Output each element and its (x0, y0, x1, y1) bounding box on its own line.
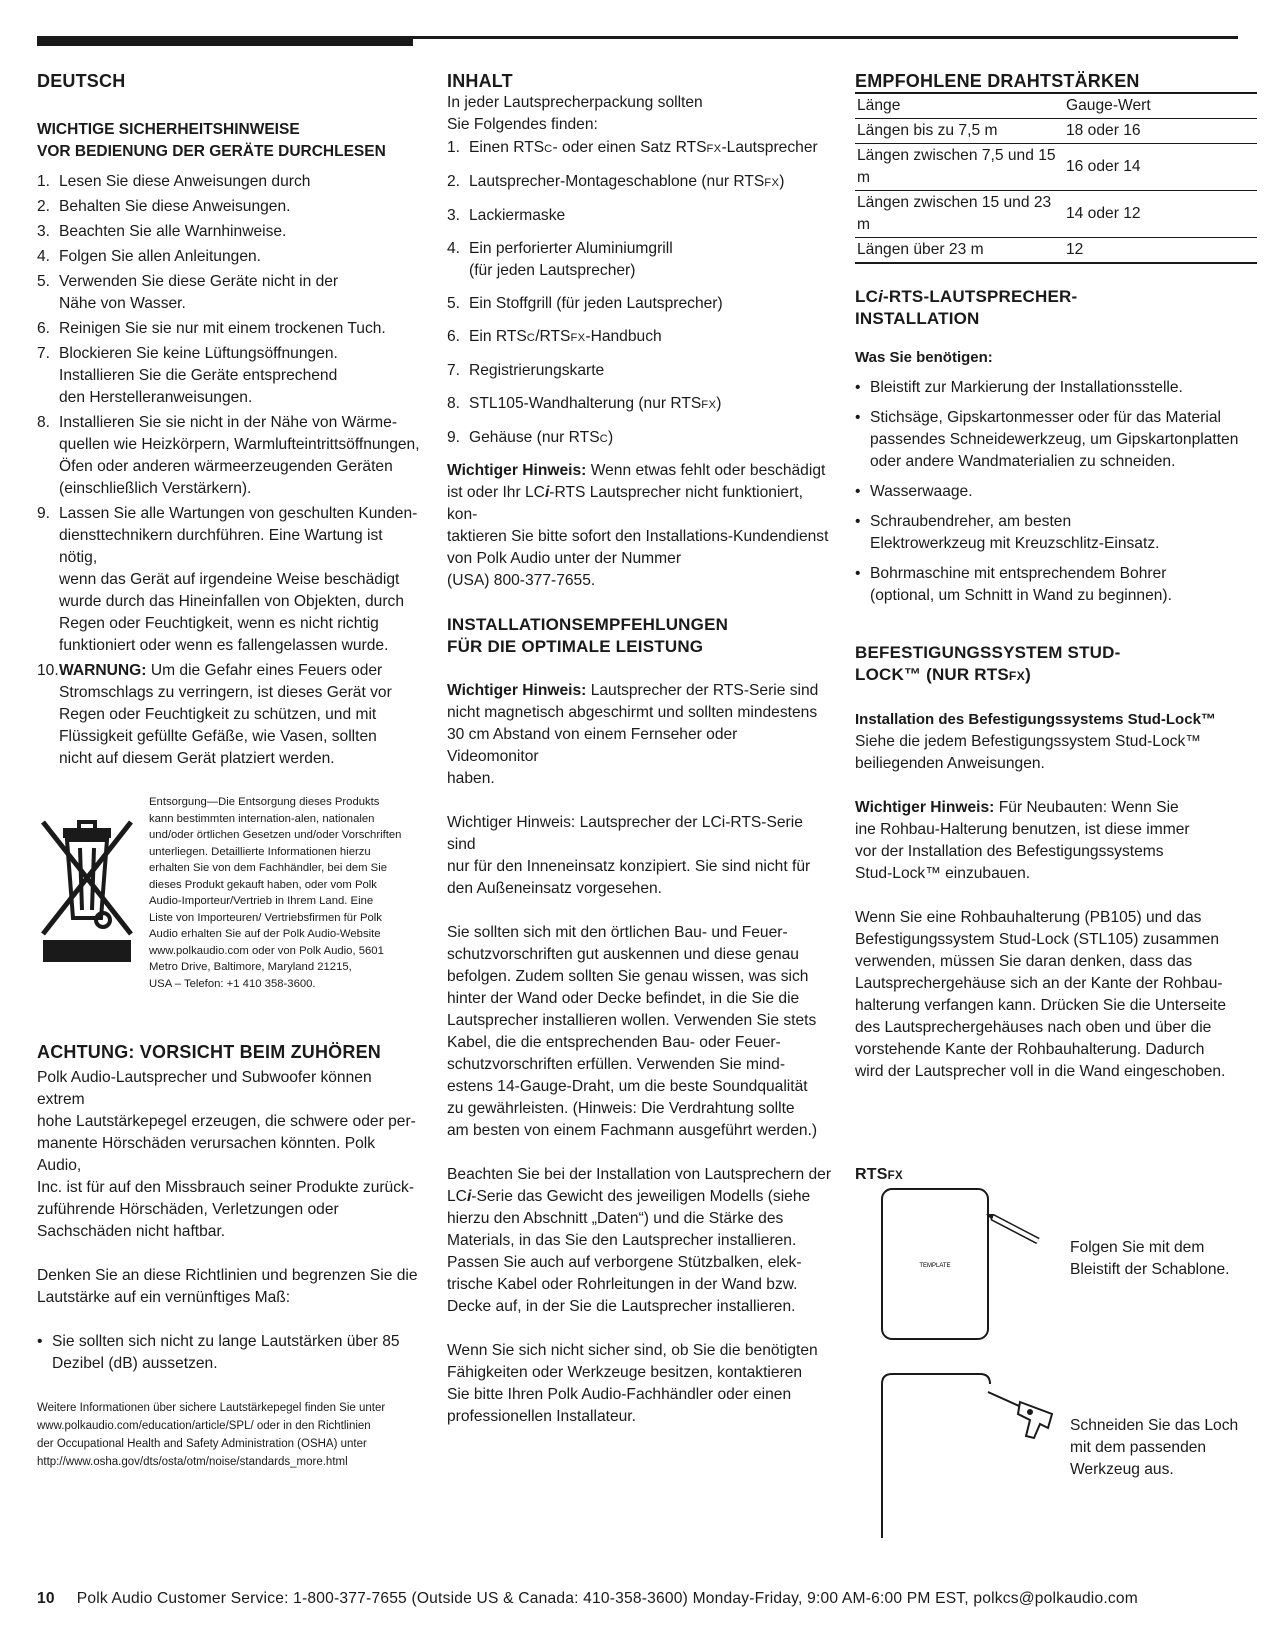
safety-list-item: 4. Folgen Sie allen Anleitungen. (37, 248, 262, 265)
wire-gauge-cell: Gauge-Wert (1064, 93, 1257, 119)
needs-list-item: • Bleistift zur Markierung der Installationsstelle. (855, 379, 1183, 396)
wire-gauge-cell: 12 (1064, 238, 1257, 264)
installation-illustrations (855, 1187, 1240, 1547)
wire-gauge-table (855, 92, 1257, 264)
stud-lock-heading: BEFESTIGUNGSSYSTEM STUD- LOCK™ (NUR RTSFX) (855, 643, 1121, 684)
wire-gauge-row (855, 93, 1257, 119)
pencil-icon (986, 1214, 1038, 1241)
caution-paragraph: Polk Audio-Lautsprecher und Subwoofer können extrem hohe Lautstärkepegel erzeugen, die schwere oder per- manente Hörschäden verursachen könnten. Polk Audio, Inc. ist für auf den Missbrauch seiner Produkte zurück- zuführende Hörschäden, Verletzungen oder Sachschäden nicht haftbar. (37, 1069, 416, 1240)
missing-parts-note: Wichtiger Hinweis: Wenn etwas fehlt oder beschädigt ist oder Ihr LCi-RTS Lautsprecher nicht funktioniert, kon- taktieren Sie bitte sofort den Installations-Kundendienst von Polk Audio unter der Nummer (USA) 800-377-7655. (447, 462, 829, 589)
new-construction-note: Wichtiger Hinweis: Für Neubauten: Wenn Sie ine Rohbau-Halterung benutzen, ist diese immer vor der Installation des Befestigungssystems Stud-Lock™ einzubauen. (855, 799, 1190, 882)
indoor-use-note: Wichtiger Hinweis: Lautsprecher der LCi-RTS-Serie sind nur für den Inneneinsatz konzipiert. Sie sind nicht für den Außeneinsatz vorgesehen. (447, 814, 811, 897)
footer-contact: Polk Audio Customer Service: 1-800-377-7655 (Outside US & Canada: 410-358-3600) Monday-Friday, 9:00 AM-6:00 PM EST, polkcs@polkaudio.com (76, 1590, 1138, 1607)
safety-list-item: 5. Verwenden Sie diese Geräte nicht in der Nähe von Wasser. (37, 273, 339, 312)
needs-list-item: • Schraubendreher, am besten Elektrowerkzeug mit Kreuzschlitz-Einsatz. (855, 513, 1160, 552)
safety-list-item: 8. Installieren Sie sie nicht in der Nähe von Wärme- quellen wie Heizkörpern, Warmlufteintrittsöffnungen, Öfen oder anderen wärmeerzeugenden Geräten (einschließlich Verstärkern). (37, 414, 420, 497)
contents-item: 9. Gehäuse (nur RTSC) (447, 429, 614, 446)
installer-paragraph: Wenn Sie sich nicht sicher sind, ob Sie die benötigten Fähigkeiten oder Werkzeuge besitzen, kontaktieren Sie bitte Ihren Polk Audio-Fachhändler oder einen professionellen Installateur. (447, 1342, 818, 1425)
rtsfx-label: RTSFX (855, 1166, 903, 1183)
step-cut-text: Schneiden Sie das Loch mit dem passenden Werkzeug aus. (1070, 1417, 1239, 1478)
wire-gauge-row (855, 119, 1257, 144)
contents-item: 8. STL105-Wandhalterung (nur RTSFX) (447, 395, 722, 412)
disposal-text: Entsorgung—Die Entsorgung dieses Produkts kann bestimmten internation-alen, nationalen und/oder örtlichen Gesetzen und/oder Vorschriften unterliegen. Detaillierte Informationen hierzu erhalten Sie von dem Fachhändler, bei dem Sie dieses Produkt gekauft haben, oder vom Polk Audio-Importeur/Vertrieb in Ihrem Land. Eine Liste von Importeuren/ Vertriebsfirmen für Polk Audio erhalten Sie auf der Polk Audio-Website www.polkaudio.com oder von Polk Audio, 5601 Metro Drive, Baltimore, Maryland 21215, USA – Telefon: +1 410 358-3600. (149, 796, 402, 990)
wire-gauge-cell: 14 oder 12 (1064, 191, 1257, 238)
wire-gauge-row (855, 144, 1257, 191)
page-footer (37, 1590, 1138, 1608)
caution-heading: ACHTUNG: VORSICHT BEIM ZUHÖREN (37, 1042, 381, 1062)
top-rule-thick (37, 36, 413, 46)
column-left (37, 70, 422, 1471)
contents-item: 2. Lautsprecher-Montageschablone (nur RTSFX) (447, 173, 785, 190)
safety-list-item: 1. Lesen Sie diese Anweisungen durch (37, 173, 311, 190)
bracket-paragraph: Wenn Sie eine Rohbauhalterung (PB105) und das Befestigungssystem Stud-Lock (STL105) zusammen verwenden, müssen Sie daran denken, dass das Lautsprechergehäuse sich an der Kante der Rohbau- halterung verfangen kann. Drücken Sie die Unterseite des Lautsprechergehäuses nach oben und über die vorstehende Kante der Rohbauhalterung. Dadurch wird der Lautsprecher voll in die Wand eingeschoben. (855, 909, 1227, 1080)
wire-gauge-cell: Längen zwischen 7,5 und 15 m (855, 144, 1064, 191)
needs-list-item: • Stichsäge, Gipskartonmesser oder für das Material passendes Schneidewerkzeug, um Gipskartonplatten oder andere Wandmaterialien zu schneiden. (855, 409, 1239, 470)
contents-heading: INHALT (447, 71, 513, 91)
contents-item: 5. Ein Stoffgrill (für jeden Lautsprecher) (447, 295, 723, 312)
shielding-note: Wichtiger Hinweis: Lautsprecher der RTS-Serie sind nicht magnetisch abgeschirmt und sollten mindestens 30 cm Abstand von einem Fernseher oder Videomonitor haben. (447, 682, 819, 787)
wire-gauge-cell: Längen zwischen 15 und 23 m (855, 191, 1064, 238)
column-right (855, 70, 1240, 1547)
contents-item: 7. Registrierungskarte (447, 362, 605, 379)
more-info-note: Weitere Informationen über sichere Lautstärkepegel finden Sie unter www.polkaudio.com/education/article/SPL/ oder in den Richtlinien der Occupational Health and Safety Administration (OSHA) unter http://www.osha.gov/dts/osta/otm/noise/standards_more.html (37, 1402, 386, 1468)
cutting-illustration (880, 1372, 1060, 1542)
safety-list-item: 2. Behalten Sie diese Anweisungen. (37, 198, 291, 215)
listening-bullet-list: • Sie sollten sich nicht zu lange Lautstärken über 85 Dezibel (dB) aussetzen. (37, 1333, 400, 1372)
contents-list (447, 137, 832, 450)
safety-list-item: 9. Lassen Sie alle Wartungen von geschulten Kunden- diensttechnikern durchführen. Eine Wartung ist nötig, wenn das Gerät auf irgendeine Weise beschädigt wurde durch das Hineinfallen von Objekten, durch Regen oder Feuchtigkeit, wenn es nicht richtig funktioniert oder wenn es fallengelassen wurde. (37, 505, 418, 654)
language-heading: DEUTSCH (37, 71, 126, 91)
wire-gauge-cell: Längen bis zu 7,5 m (855, 119, 1064, 144)
wire-gauge-row (855, 238, 1257, 264)
weee-bin-icon (37, 814, 137, 984)
building-codes-paragraph: Sie sollten sich mit den örtlichen Bau- und Feuer- schutzvorschriften gut auskennen und diese genau befolgen. Zudem sollten Sie genau wissen, was sich hinter der Wand oder Decke befindet, in die Sie die Lautsprecher installieren wollen. Verwenden Sie stets Kabel, die die entsprechenden Bau- oder Feuer- schutzvorschriften erfüllen. Verwenden Sie mind- estens 14-Gauge-Draht, um die beste Soundqualität zu gewährleisten. (Hinweis: Die Verdrahtung sollte am besten von einem Fachmann ausgeführt werden.) (447, 924, 818, 1139)
weight-paragraph: Beachten Sie bei der Installation von Lautsprechern der LCi-Serie das Gewicht des jeweiligen Modells (siehe hierzu den Abschnitt „Daten“) und die Stärke des Materials, in das Sie den Lautsprecher installieren. Passen Sie auch auf verborgene Stützbalken, elek- trische Kabel oder Rohrleitungen in der Wand bzw. Decke auf, in der Sie die Lautsprecher installieren. (447, 1166, 832, 1315)
wire-gauge-cell: 16 oder 14 (1064, 144, 1257, 191)
wire-gauge-row (855, 191, 1257, 238)
needs-list (855, 377, 1240, 607)
drywall-saw-icon (988, 1392, 1052, 1438)
lci-install-heading: LCi-RTS-LAUTSPRECHER- INSTALLATION (855, 287, 1078, 328)
contents-item: 1. Einen RTSC- oder einen Satz RTSFX-Lautsprecher (447, 139, 818, 156)
disposal-block (37, 794, 422, 994)
template-label: TEMPLATE (919, 1263, 951, 1269)
wire-gauge-heading: EMPFOHLENE DRAHTSTÄRKEN (855, 71, 1140, 91)
contents-item: 6. Ein RTSC/RTSFX-Handbuch (447, 328, 662, 345)
wire-gauge-cell: 18 oder 16 (1064, 119, 1257, 144)
top-rule-thin (413, 36, 1238, 39)
safety-heading: WICHTIGE SICHERHEITSHINWEISE VOR BEDIENUNG DER GERÄTE DURCHLESEN (37, 121, 386, 160)
stud-lock-subsection: Installation des Befestigungssystems Stud-Lock™ Siehe die jedem Befestigungssystem Stud-Lock™ beiliegenden Anweisungen. (855, 711, 1216, 772)
contents-item: 3. Lackiermaske (447, 207, 566, 224)
needs-list-item: • Wasserwaage. (855, 483, 973, 500)
safety-list-item: 6. Reinigen Sie sie nur mit einem trockenen Tuch. (37, 320, 386, 337)
step-trace-text: Folgen Sie mit dem Bleistift der Schablone. (1070, 1239, 1230, 1278)
install-recommendations-heading: INSTALLATIONSEMPFEHLUNGEN FÜR DIE OPTIMALE LEISTUNG (447, 615, 729, 656)
contents-item: 4. Ein perforierter Aluminiumgrill (für jeden Lautsprecher) (447, 240, 673, 279)
safety-list-item-10: 10. WARNUNG: Um die Gefahr eines Feuers oder Stromschlags zu verringern, ist dieses Gerät vor Regen oder Feuchtigkeit zu schützen, und mit Flüssigkeit gefüllte Gefäße, wie Vasen, sollten nicht auf diesem Gerät platziert werden. (37, 662, 392, 767)
column-middle (447, 70, 832, 1428)
guidelines-paragraph: Denken Sie an diese Richtlinien und begrenzen Sie die Lautstärke auf ein vernünftiges Maß: (37, 1267, 418, 1306)
contents-intro: In jeder Lautsprecherpackung sollten Sie Folgendes finden: (447, 94, 703, 133)
wire-gauge-cell: Länge (855, 93, 1064, 119)
wire-gauge-cell: Längen über 23 m (855, 238, 1064, 264)
page-number: 10 (37, 1590, 55, 1607)
safety-list (37, 171, 422, 657)
needs-heading: Was Sie benötigen: (855, 349, 993, 366)
template-tracing-illustration (880, 1187, 1050, 1345)
needs-list-item: • Bohrmaschine mit entsprechendem Bohrer (optional, um Schnitt in Wand zu beginnen). (855, 565, 1172, 604)
safety-list-item: 7. Blockieren Sie keine Lüftungsöffnungen. Installieren Sie die Geräte entsprechend den Herstelleranweisungen. (37, 345, 338, 406)
safety-list-item: 3. Beachten Sie alle Warnhinweise. (37, 223, 287, 240)
